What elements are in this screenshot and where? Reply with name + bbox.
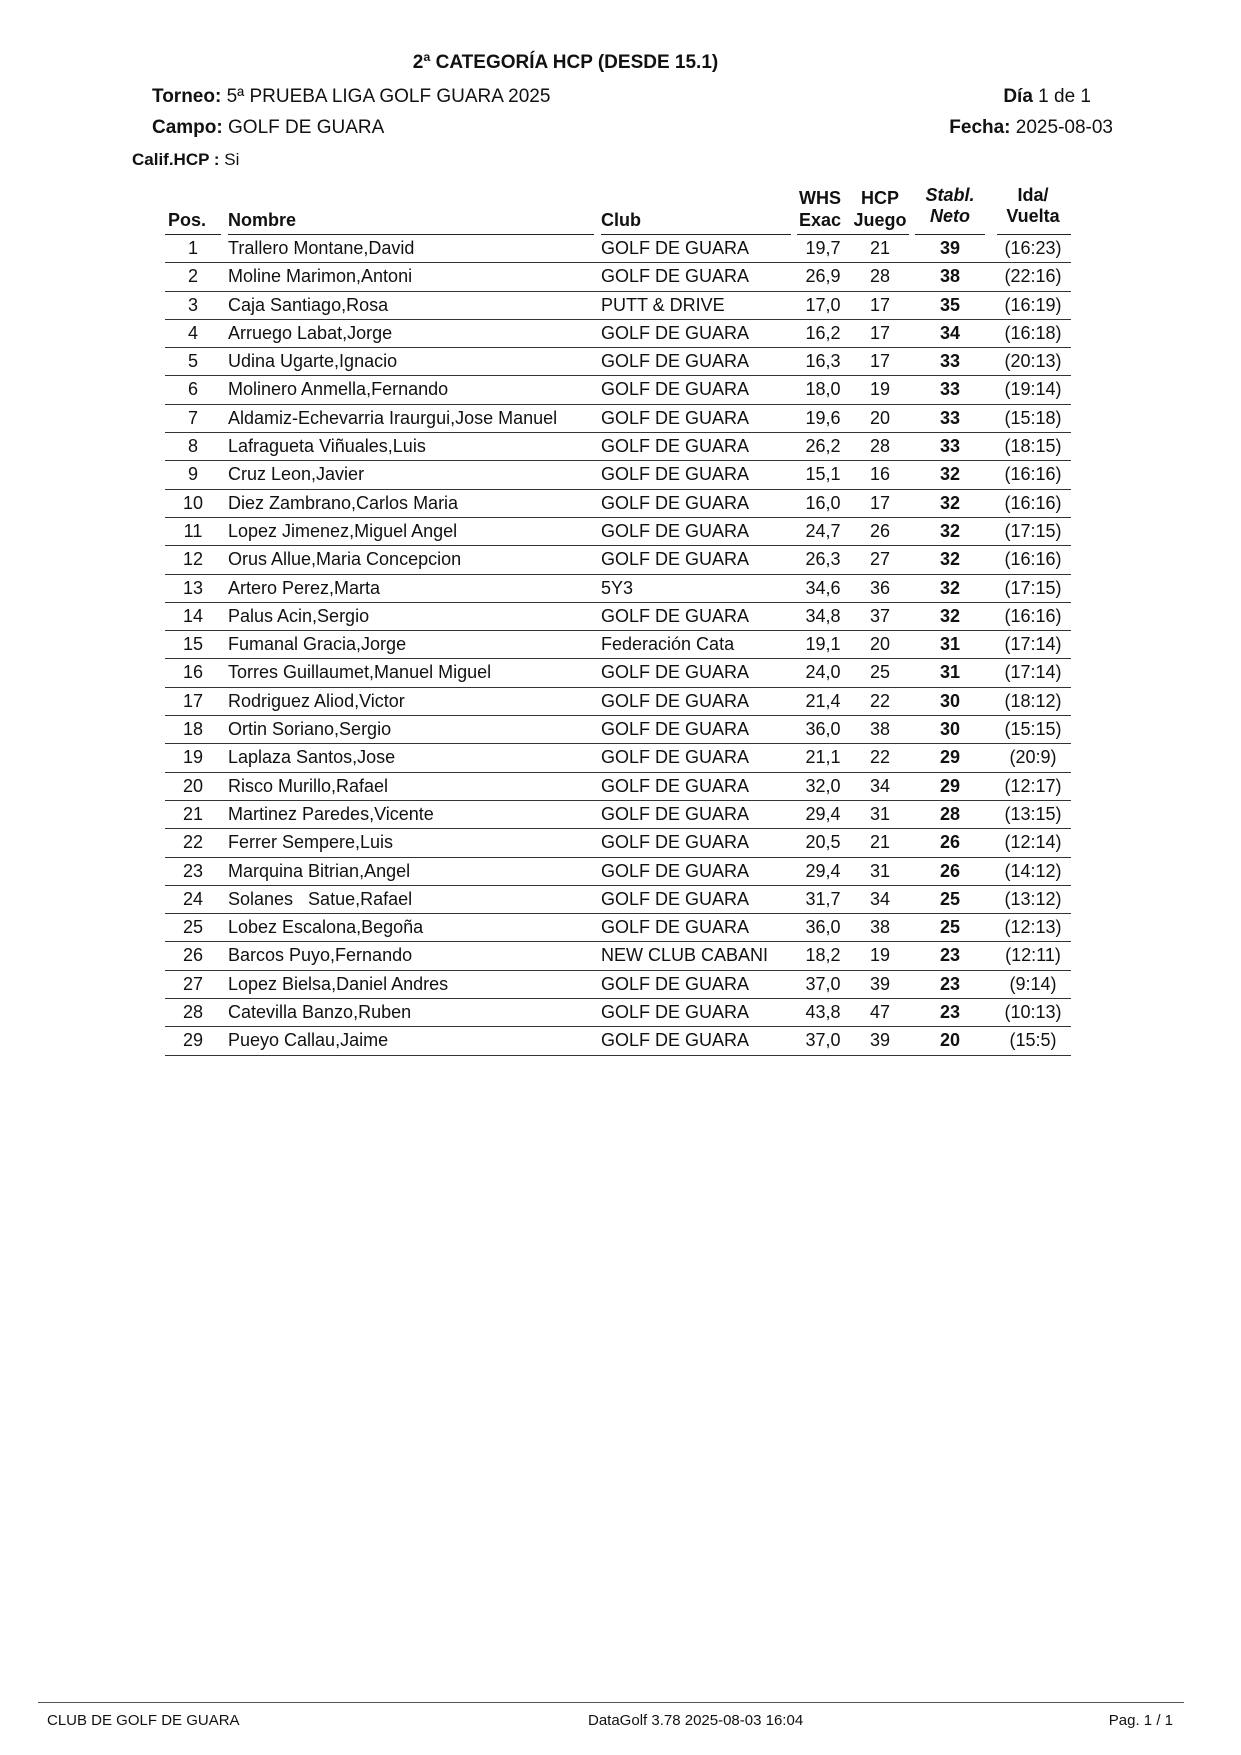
pos-cell: 2 (187, 266, 198, 287)
stableford-cell: 28 (939, 803, 961, 824)
table-row (165, 971, 1071, 999)
stableford-cell: 32 (939, 464, 961, 485)
club-cell: NEW CLUB CABANI (601, 945, 769, 966)
hcp-cell: 37 (869, 605, 891, 626)
name-cell: Molinero Anmella,Fernando (228, 379, 449, 400)
stableford-cell: 38 (939, 266, 961, 287)
table-row (165, 773, 1071, 801)
stableford-cell: 32 (939, 492, 961, 513)
club-cell: GOLF DE GUARA (601, 747, 750, 768)
hcp-cell: 20 (869, 407, 891, 428)
pos-cell: 15 (182, 634, 204, 655)
table-row (165, 320, 1071, 348)
club-cell: GOLF DE GUARA (601, 860, 750, 881)
ida-vuelta-cell: (15:18) (1004, 407, 1062, 428)
whs-cell: 19,7 (805, 238, 841, 258)
club-cell: GOLF DE GUARA (601, 832, 750, 853)
club-cell: GOLF DE GUARA (601, 973, 750, 994)
calif-label: Calif.HCP : (132, 150, 220, 169)
name-cell: Solanes Satue,Rafael (228, 888, 413, 909)
pos-cell: 17 (182, 690, 204, 711)
hcp-cell: 47 (869, 1002, 891, 1023)
hcp-cell: 22 (869, 747, 891, 768)
footer-page: Pag. 1 / 1 (1108, 1712, 1173, 1729)
whs-cell: 32,0 (805, 775, 841, 796)
pos-cell: 5 (187, 351, 198, 372)
fecha-value: 2025-08-03 (1015, 117, 1113, 138)
club-cell: GOLF DE GUARA (601, 1030, 750, 1051)
table-row (165, 999, 1071, 1027)
col-whs-header-1: WHS (799, 188, 841, 208)
stableford-cell: 32 (939, 549, 961, 570)
name-cell: Catevilla Banzo,Ruben (228, 1002, 412, 1023)
club-cell: GOLF DE GUARA (601, 436, 750, 457)
name-cell: Palus Acin,Sergio (228, 605, 370, 626)
hcp-cell: 22 (869, 690, 891, 711)
club-cell: GOLF DE GUARA (601, 917, 750, 938)
dia-line (1003, 86, 1091, 108)
table-row (165, 235, 1071, 263)
whs-cell: 37,0 (805, 1030, 841, 1051)
whs-cell: 34,6 (805, 577, 841, 598)
fecha-line (949, 117, 1113, 139)
pos-cell: 25 (182, 917, 204, 938)
pos-cell: 3 (187, 294, 198, 315)
club-cell: GOLF DE GUARA (601, 238, 750, 258)
club-cell: GOLF DE GUARA (601, 379, 750, 400)
stableford-cell: 25 (939, 917, 961, 938)
name-cell: Moline Marimon,Antoni (228, 266, 413, 287)
whs-cell: 34,8 (805, 605, 841, 626)
ida-vuelta-cell: (20:13) (1004, 351, 1062, 372)
name-cell: Cruz Leon,Javier (228, 464, 365, 485)
hcp-cell: 28 (869, 266, 891, 287)
table-row (165, 886, 1071, 914)
table-row (165, 292, 1071, 320)
whs-cell: 24,7 (805, 520, 841, 541)
ida-vuelta-cell: (17:14) (1004, 662, 1062, 683)
pos-cell: 11 (183, 520, 203, 541)
pos-cell: 18 (182, 719, 204, 740)
stableford-cell: 23 (939, 1002, 961, 1023)
ida-vuelta-cell: (14:12) (1004, 860, 1062, 881)
hcp-cell: 16 (869, 464, 891, 485)
ida-vuelta-cell: (16:19) (1004, 294, 1062, 315)
table-row (165, 829, 1071, 857)
table-row (165, 858, 1071, 886)
stableford-cell: 26 (939, 832, 961, 853)
whs-cell: 43,8 (805, 1002, 841, 1023)
col-ida-header-1: Ida/ (1017, 185, 1049, 205)
name-cell: Risco Murillo,Rafael (228, 775, 389, 796)
col-ida-header-2: Vuelta (1006, 206, 1060, 226)
name-cell: Marquina Bitrian,Angel (228, 860, 411, 881)
torneo-value: 5ª PRUEBA LIGA GOLF GUARA 2025 (226, 86, 551, 107)
name-cell: Laplaza Santos,Jose (228, 747, 396, 768)
pos-cell: 8 (187, 436, 198, 457)
pos-cell: 22 (182, 832, 204, 853)
club-cell: GOLF DE GUARA (601, 549, 750, 570)
ida-vuelta-cell: (12:14) (1004, 832, 1062, 853)
hcp-cell: 21 (869, 238, 891, 258)
ida-vuelta-cell: (22:16) (1004, 266, 1062, 287)
hcp-cell: 39 (869, 1030, 891, 1051)
fecha-label: Fecha: (949, 117, 1011, 138)
table-row (165, 490, 1071, 518)
pos-cell: 4 (187, 322, 198, 343)
pos-cell: 23 (182, 860, 204, 881)
pos-cell: 24 (182, 888, 204, 909)
whs-cell: 36,0 (805, 917, 841, 938)
club-cell: GOLF DE GUARA (601, 1002, 750, 1023)
ida-vuelta-cell: (16:18) (1004, 322, 1062, 343)
name-cell: Ortin Soriano,Sergio (228, 719, 392, 740)
hcp-cell: 38 (869, 917, 891, 938)
pos-cell: 12 (182, 549, 204, 570)
table-row (165, 659, 1071, 687)
col-stab-header-2: Neto (930, 206, 970, 226)
whs-cell: 31,7 (805, 888, 841, 909)
ida-vuelta-cell: (15:15) (1004, 719, 1062, 740)
club-cell: PUTT & DRIVE (601, 294, 725, 315)
table-row (165, 575, 1071, 603)
club-cell: GOLF DE GUARA (601, 719, 750, 740)
table-row (165, 716, 1071, 744)
dia-value: 1 de 1 (1038, 86, 1091, 107)
table-row (165, 942, 1071, 970)
footer-software: DataGolf 3.78 2025-08-03 16:04 (588, 1712, 804, 1729)
pos-cell: 1 (187, 238, 198, 258)
name-cell: Lafragueta Viñuales,Luis (228, 436, 426, 457)
name-cell: Fumanal Gracia,Jorge (228, 634, 407, 655)
name-cell: Orus Allue,Maria Concepcion (228, 549, 462, 570)
col-whs-header-2: Exac (798, 210, 842, 230)
club-cell: Federación Cata (601, 634, 735, 655)
whs-cell: 24,0 (805, 662, 841, 683)
stableford-cell: 33 (939, 436, 961, 457)
hcp-cell: 17 (869, 294, 891, 315)
whs-cell: 18,0 (805, 379, 841, 400)
stableford-cell: 23 (939, 973, 961, 994)
ida-vuelta-cell: (9:14) (1009, 973, 1057, 994)
ida-vuelta-cell: (13:12) (1004, 888, 1062, 909)
ida-vuelta-cell: (12:11) (1005, 945, 1061, 966)
name-cell: Arruego Labat,Jorge (228, 322, 393, 343)
stableford-cell: 31 (939, 634, 961, 655)
club-cell: GOLF DE GUARA (601, 888, 750, 909)
name-cell: Ferrer Sempere,Luis (228, 832, 394, 853)
table-row (165, 603, 1071, 631)
name-cell: Lopez Bielsa,Daniel Andres (228, 973, 449, 994)
stableford-cell: 30 (939, 719, 961, 740)
col-pos-header: Pos. (168, 210, 207, 230)
stableford-cell: 32 (939, 577, 961, 598)
stableford-cell: 29 (939, 747, 961, 768)
col-name-header: Nombre (228, 210, 297, 230)
table-body (165, 235, 1071, 1056)
col-hcp-header-1: HCP (860, 188, 899, 208)
club-cell: GOLF DE GUARA (601, 407, 750, 428)
pos-cell: 29 (182, 1030, 204, 1051)
ida-vuelta-cell: (13:15) (1004, 803, 1062, 824)
table-row (165, 631, 1071, 659)
calif-value: Si (224, 150, 240, 169)
hcp-cell: 34 (869, 888, 891, 909)
col-stab-header-1: Stabl. (925, 185, 975, 205)
hcp-cell: 21 (869, 832, 891, 853)
stableford-cell: 35 (939, 294, 961, 315)
hcp-cell: 31 (869, 860, 891, 881)
club-cell: GOLF DE GUARA (601, 775, 750, 796)
hcp-cell: 17 (869, 351, 891, 372)
whs-cell: 19,1 (805, 634, 841, 655)
stableford-cell: 32 (939, 605, 961, 626)
table-row (165, 744, 1071, 772)
hcp-cell: 26 (869, 520, 891, 541)
club-cell: GOLF DE GUARA (601, 520, 750, 541)
whs-cell: 17,0 (805, 294, 841, 315)
calif-line (132, 150, 239, 170)
stableford-cell: 29 (939, 775, 961, 796)
name-cell: Caja Santiago,Rosa (228, 294, 389, 315)
pos-cell: 9 (187, 464, 198, 485)
footer-club: CLUB DE GOLF DE GUARA (47, 1712, 240, 1729)
hcp-cell: 39 (869, 973, 891, 994)
campo-value: GOLF DE GUARA (228, 117, 385, 138)
campo-label: Campo: (152, 117, 223, 138)
whs-cell: 26,2 (805, 436, 841, 457)
table-row (165, 518, 1071, 546)
pos-cell: 27 (182, 973, 204, 994)
stableford-cell: 25 (939, 888, 961, 909)
table-row (165, 801, 1071, 829)
page-title: 2ª CATEGORÍA HCP (DESDE 15.1) (412, 52, 719, 73)
club-cell: GOLF DE GUARA (601, 266, 750, 287)
whs-cell: 37,0 (805, 973, 841, 994)
table-row (165, 461, 1071, 489)
whs-cell: 16,3 (805, 351, 841, 372)
torneo-label: Torneo: (152, 86, 222, 107)
name-cell: Torres Guillaumet,Manuel Miguel (228, 662, 492, 683)
stableford-cell: 39 (939, 238, 961, 258)
ida-vuelta-cell: (16:16) (1004, 605, 1062, 626)
ida-vuelta-cell: (16:16) (1004, 549, 1062, 570)
name-cell: Martinez Paredes,Vicente (228, 803, 434, 824)
name-cell: Lopez Jimenez,Miguel Angel (228, 520, 458, 541)
pos-cell: 19 (182, 747, 204, 768)
ida-vuelta-cell: (16:16) (1004, 492, 1062, 513)
hcp-cell: 36 (869, 577, 891, 598)
club-cell: GOLF DE GUARA (601, 690, 750, 711)
club-cell: GOLF DE GUARA (601, 351, 750, 372)
stableford-cell: 23 (939, 945, 961, 966)
whs-cell: 21,1 (805, 747, 841, 768)
hcp-cell: 38 (869, 719, 891, 740)
pos-cell: 7 (187, 407, 198, 428)
table-row (165, 405, 1071, 433)
table-row (165, 348, 1071, 376)
club-cell: GOLF DE GUARA (601, 662, 750, 683)
footer-divider (38, 1702, 1184, 1703)
pos-cell: 6 (187, 379, 198, 400)
table-row (165, 1027, 1071, 1055)
hcp-cell: 28 (869, 436, 891, 457)
whs-cell: 29,4 (805, 803, 841, 824)
pos-cell: 14 (182, 605, 204, 626)
stableford-cell: 20 (939, 1030, 961, 1051)
ida-vuelta-cell: (17:15) (1004, 577, 1062, 598)
name-cell: Aldamiz-Echevarria Iraurgui,Jose Manuel (228, 407, 558, 428)
stableford-cell: 33 (939, 379, 961, 400)
whs-cell: 19,6 (805, 407, 841, 428)
whs-cell: 18,2 (805, 945, 841, 966)
club-cell: GOLF DE GUARA (601, 803, 750, 824)
name-cell: Artero Perez,Marta (228, 577, 381, 598)
name-cell: Udina Ugarte,Ignacio (228, 351, 398, 372)
stableford-cell: 30 (939, 690, 961, 711)
whs-cell: 29,4 (805, 860, 841, 881)
name-cell: Pueyo Callau,Jaime (228, 1030, 389, 1051)
ida-vuelta-cell: (10:13) (1004, 1002, 1062, 1023)
whs-cell: 15,1 (805, 464, 841, 485)
stableford-cell: 33 (939, 407, 961, 428)
club-cell: 5Y3 (601, 577, 634, 598)
pos-cell: 10 (182, 492, 204, 513)
pos-cell: 20 (182, 775, 204, 796)
club-cell: GOLF DE GUARA (601, 322, 750, 343)
stableford-cell: 32 (939, 520, 961, 541)
pos-cell: 26 (182, 945, 204, 966)
table-row (165, 376, 1071, 404)
whs-cell: 26,9 (805, 266, 841, 287)
col-club-header: Club (601, 210, 641, 230)
whs-cell: 36,0 (805, 719, 841, 740)
whs-cell: 20,5 (805, 832, 841, 853)
ida-vuelta-cell: (16:16) (1004, 464, 1062, 485)
club-cell: GOLF DE GUARA (601, 492, 750, 513)
club-cell: GOLF DE GUARA (601, 464, 750, 485)
ida-vuelta-cell: (15:5) (1009, 1030, 1057, 1051)
name-cell: Trallero Montane,David (228, 238, 415, 258)
hcp-cell: 34 (869, 775, 891, 796)
club-cell: GOLF DE GUARA (601, 605, 750, 626)
table-row (165, 688, 1071, 716)
whs-cell: 21,4 (805, 690, 841, 711)
hcp-cell: 17 (869, 492, 891, 513)
whs-cell: 26,3 (805, 549, 841, 570)
ida-vuelta-cell: (12:13) (1004, 917, 1062, 938)
stableford-cell: 34 (939, 322, 961, 343)
hcp-cell: 20 (869, 634, 891, 655)
hcp-cell: 27 (869, 549, 891, 570)
ida-vuelta-cell: (16:23) (1004, 238, 1062, 258)
stableford-cell: 26 (939, 860, 961, 881)
name-cell: Rodriguez Aliod,Victor (228, 690, 405, 711)
row-divider (165, 1055, 1071, 1056)
whs-cell: 16,2 (805, 322, 841, 343)
whs-cell: 16,0 (805, 492, 841, 513)
col-hcp-header-2: Juego (853, 210, 907, 230)
name-cell: Lobez Escalona,Begoña (228, 917, 424, 938)
torneo-line (152, 86, 550, 108)
pos-cell: 21 (182, 803, 204, 824)
table-row (165, 914, 1071, 942)
name-cell: Diez Zambrano,Carlos Maria (228, 492, 459, 513)
hcp-cell: 19 (869, 379, 891, 400)
campo-line (152, 117, 384, 139)
table-row (165, 263, 1071, 291)
name-cell: Barcos Puyo,Fernando (228, 945, 413, 966)
ida-vuelta-cell: (17:14) (1004, 634, 1062, 655)
hcp-cell: 17 (869, 322, 891, 343)
hcp-cell: 19 (869, 945, 891, 966)
stableford-cell: 33 (939, 351, 961, 372)
stableford-cell: 31 (939, 662, 961, 683)
pos-cell: 16 (182, 662, 204, 683)
hcp-cell: 31 (869, 803, 891, 824)
hcp-cell: 25 (869, 662, 891, 683)
ida-vuelta-cell: (12:17) (1004, 775, 1062, 796)
pos-cell: 28 (182, 1002, 204, 1023)
ida-vuelta-cell: (18:15) (1004, 436, 1062, 457)
table-row (165, 433, 1071, 461)
ida-vuelta-cell: (18:12) (1004, 690, 1062, 711)
pos-cell: 13 (182, 577, 204, 598)
table-row (165, 546, 1071, 574)
dia-label: Día (1003, 86, 1033, 107)
ida-vuelta-cell: (20:9) (1009, 747, 1057, 768)
ida-vuelta-cell: (17:15) (1004, 520, 1062, 541)
ida-vuelta-cell: (19:14) (1004, 379, 1062, 400)
